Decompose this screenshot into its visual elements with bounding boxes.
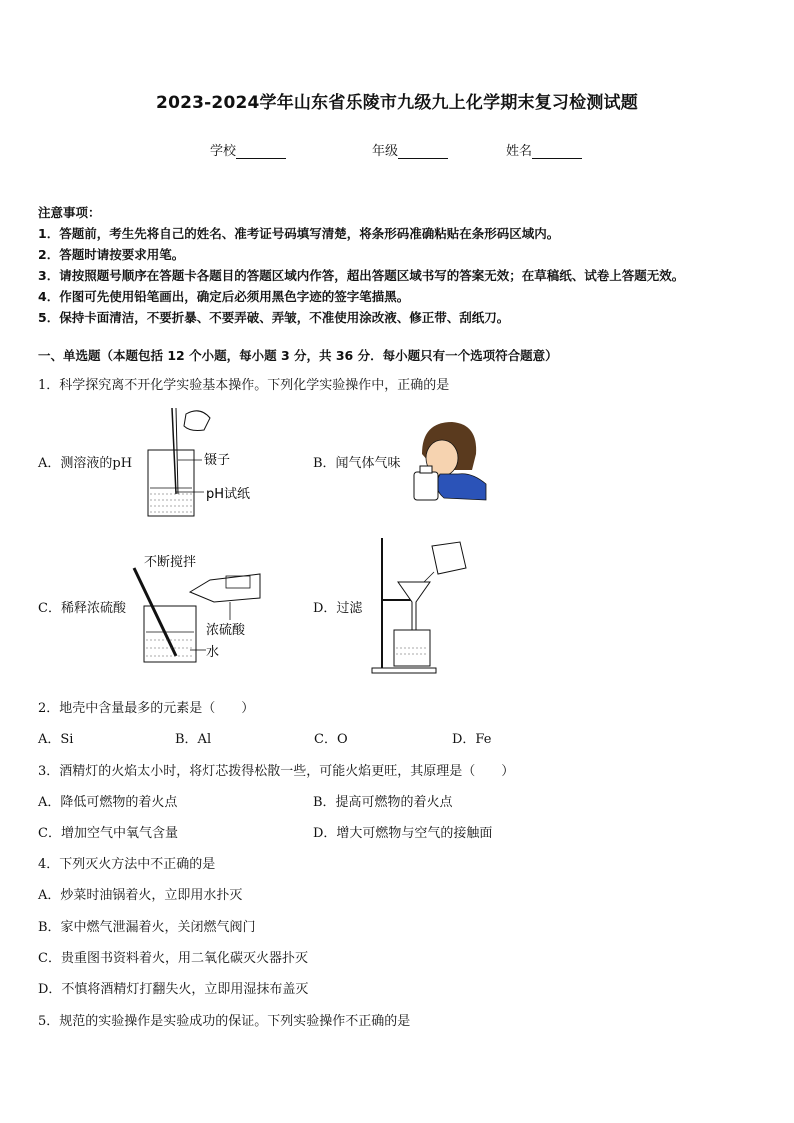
acid-label: 浓硫酸 <box>206 623 246 638</box>
note-item: 5．保持卡面清洁，不要折暴、不要弄破、弄皱，不准使用涂改液、修正带、刮纸刀。 <box>38 310 510 325</box>
notes-heading: 注意事项： <box>38 205 101 220</box>
page-title: 2023-2024学年山东省乐陵市九级九上化学期末复习检测试题 <box>156 93 638 113</box>
tweezers-label: 镊子 <box>204 453 231 468</box>
q3-option-d[interactable]: D．增大可燃物与空气的接触面 <box>313 826 493 841</box>
q1-option-a[interactable]: A．测溶液的pH <box>38 456 133 471</box>
smell-gas-figure <box>412 418 488 502</box>
notes-block <box>38 202 684 328</box>
q2-option-a[interactable]: A．Si <box>38 732 74 747</box>
question-5-stem: 5．规范的实验操作是实验成功的保证。下列实验操作不正确的是 <box>38 1014 411 1029</box>
note-item: 4．作图可先使用铅笔画出，确定后必须用黑色字迹的签字笔描黑。 <box>38 289 410 304</box>
question-2-stem: 2．地壳中含量最多的元素是（ ） <box>38 701 255 716</box>
ph-test-figure <box>140 402 270 522</box>
funnel-shape <box>398 582 430 630</box>
pour-stream <box>424 572 434 582</box>
q2-option-d[interactable]: D．Fe <box>452 732 492 747</box>
q1-option-d[interactable]: D．过滤 <box>313 601 363 616</box>
question-3-stem: 3．酒精灯的火焰太小时，将灯芯拨得松散一些，可能火焰更旺，其原理是（ ） <box>38 764 515 779</box>
glass-rod <box>134 568 176 656</box>
q4-option-c[interactable]: C．贵重图书资料着火，用二氧化碳灭火器扑灭 <box>38 951 308 966</box>
q1-option-b[interactable]: B．闻气体气味 <box>313 456 401 471</box>
name-field <box>506 140 582 159</box>
stand-base <box>372 668 436 673</box>
bottle-neck <box>420 466 432 473</box>
question-4-stem: 4．下列灭火方法中不正确的是 <box>38 857 216 872</box>
hand-shape <box>184 411 210 431</box>
filtration-figure <box>368 534 472 676</box>
tweezers-line <box>176 408 178 494</box>
dilute-acid-figure <box>130 550 270 670</box>
bottle-shape <box>414 472 438 500</box>
grade-field <box>372 140 448 159</box>
q3-option-c[interactable]: C．增加空气中氧气含量 <box>38 826 178 841</box>
tweezers-line <box>172 408 176 494</box>
grade-blank <box>398 144 448 159</box>
stir-label: 不断搅拌 <box>144 555 197 570</box>
q3-option-a[interactable]: A．降低可燃物的着火点 <box>38 795 178 810</box>
note-item: 3．请按照题号顺序在答题卡各题目的答题区域内作答，超出答题区域书写的答案无效；在草稿纸、试卷上答题无效。 <box>38 268 685 283</box>
water-label: 水 <box>206 645 220 660</box>
name-label: 姓名 <box>506 144 533 159</box>
q1-option-c[interactable]: C．稀释浓硫酸 <box>38 601 126 616</box>
q3-option-b[interactable]: B．提高可燃物的着火点 <box>313 795 453 810</box>
ph-paper-label: pH试纸 <box>206 487 251 502</box>
note-item: 2．答题时请按要求用笔。 <box>38 247 185 262</box>
question-1-stem: 1．科学探究离不开化学实验基本操作。下列化学实验操作中，正确的是 <box>38 378 450 393</box>
school-label: 学校 <box>210 144 237 159</box>
q4-option-d[interactable]: D．不慎将酒精灯打翻失火，立即用湿抹布盖灭 <box>38 982 309 997</box>
school-blank <box>236 144 286 159</box>
name-blank <box>532 144 582 159</box>
q4-option-a[interactable]: A．炒菜时油锅着火，立即用水扑灭 <box>38 888 243 903</box>
q4-option-b[interactable]: B．家中燃气泄漏着火，关闭燃气阀门 <box>38 920 256 935</box>
note-item: 1．答题前，考生先将自己的姓名、准考证号码填写清楚，将条形码准确粘贴在条形码区域内。 <box>38 226 560 241</box>
pouring-beaker <box>432 542 466 574</box>
section-heading: 一、单选题（本题包括 12 个小题，每小题 3 分，共 36 分．每小题只有一个选项符合题意） <box>38 348 558 363</box>
grade-label: 年级 <box>372 144 399 159</box>
school-field <box>210 140 286 159</box>
q2-option-b[interactable]: B．Al <box>175 732 212 747</box>
shirt-shape <box>437 474 486 500</box>
beaker-shape <box>144 606 196 662</box>
q2-option-c[interactable]: C．O <box>314 732 348 747</box>
